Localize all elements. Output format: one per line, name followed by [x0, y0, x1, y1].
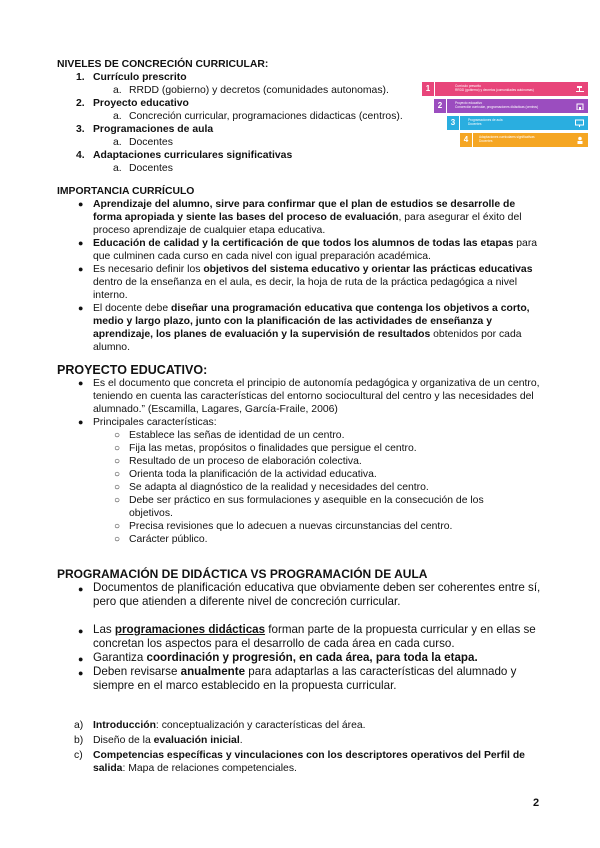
page-number: 2 [533, 797, 540, 809]
importancia-list [78, 198, 543, 354]
circle-bullet-icon: ○ [114, 495, 121, 506]
circle-bullet-icon: ○ [114, 521, 121, 532]
circle-bullet-icon: ○ [114, 443, 121, 454]
programacion-list [78, 581, 548, 693]
list-item: ● Deben revisarse anualmente para adaptarlas a las características del alumnado y siempre en el marco establecido en la propuesta curricular. [78, 665, 517, 692]
list-item: ● Garantiza coordinación y progresión, en cada área, para toda la etapa. [78, 651, 478, 664]
list-item: 2. Proyecto educativo [76, 98, 189, 109]
list-subitem: a. Docentes [113, 163, 173, 174]
list-item: b) Diseño de la evaluación inicial. [74, 735, 243, 746]
list-item: ● Aprendizaje del alumno, sirve para confirmar que el plan de estudios se desarrolle de forma apropiada y siente las bases del proceso de evaluación, para asegurar el éxito del proceso aprendizaje de cualquier etapa educativa. [78, 199, 522, 236]
step-strip: Proyecto educativo Concreción curricular, programaciones didácticas (centros) [447, 99, 588, 113]
bullet-icon: ● [78, 654, 84, 664]
list-subitem: a. RRDD (gobierno) y decretos (comunidades autonomas). [113, 85, 389, 96]
step-number: 1 [422, 82, 434, 96]
list-item: ● Es el documento que concreta el principio de autonomía pedagógica y organizativa de un centro, teniendo en cuenta las características del entorno sociocultural del centro y las necesidades del alumnado.” (Escamilla, Lagares, García-Fraile, 2006) [78, 378, 540, 415]
step-number: 4 [460, 133, 472, 147]
proyecto-list [78, 377, 543, 546]
list-subitem: ○ Orienta toda la planificación de la actividad educativa. [114, 469, 377, 480]
list-subitem: ○ Resultado de un proceso de elaboración colectiva. [114, 456, 362, 467]
circle-bullet-icon: ○ [114, 456, 121, 467]
niveles-infographic [420, 80, 595, 152]
proyecto-title: PROYECTO EDUCATIVO: [57, 363, 208, 377]
list-item: ● Es necesario definir los objetivos del sistema educativo y orientar las prácticas educativas dentro de la enseñanza en el aula, es decir, la hoja de ruta de la práctica pedagógica a nivel interno. [78, 264, 533, 301]
importancia-title: IMPORTANCIA CURRÍCULO [57, 186, 195, 197]
bullet-icon: ● [78, 417, 84, 427]
building-icon [576, 102, 584, 110]
programacion-title: PROGRAMACIÓN DE DIDÁCTICA VS PROGRAMACIÓN DE AULA [57, 567, 428, 581]
list-item: ● Las programaciones didácticas forman parte de la propuesta curricular y en ellas se concretan los aspectos para el desarrollo de cada área en cada curso. [78, 623, 536, 650]
gavel-icon [576, 85, 584, 93]
bullet-icon: ● [78, 199, 84, 209]
circle-bullet-icon: ○ [114, 430, 121, 441]
board-icon [575, 119, 584, 127]
list-subitem: a. Docentes [113, 137, 173, 148]
caracteristicas-list [93, 429, 529, 546]
circle-bullet-icon: ○ [114, 482, 121, 493]
step-number: 2 [434, 99, 446, 113]
bullet-icon: ● [78, 584, 84, 594]
list-item: ● Principales características: [78, 417, 217, 428]
circle-bullet-icon: ○ [114, 534, 121, 545]
bullet-icon: ● [78, 626, 84, 636]
list-item: ● El docente debe diseñar una programación educativa que contenga los objetivos a corto, medio y largo plazo, junto con la planificación de las actividades de enseñanza y aprendizaje, los planes de evaluación y la supervisión de resultados obtenidos por cada alumno. [78, 303, 530, 353]
list-item: ● Documentos de planificación educativa que obviamente deben ser coherentes entre sí, pero que atienden a diferente nivel de concreción curricular. [78, 581, 541, 608]
circle-bullet-icon: ○ [114, 469, 121, 480]
list-subitem: ○ Se adapta al diagnóstico de la realidad y necesidades del centro. [114, 482, 429, 493]
step-number: 3 [447, 116, 459, 130]
bullet-icon: ● [78, 264, 84, 274]
list-subitem: ○ Fija las metas, propósitos o finalidades que persigue el centro. [114, 443, 417, 454]
teacher-icon [576, 136, 584, 144]
list-subitem: a. Concreción curricular, programaciones didacticas (centros). [113, 111, 403, 122]
step-strip: Adaptaciones curriculares significativas Docentes [473, 133, 588, 147]
bullet-icon: ● [78, 303, 84, 313]
list-item: a) Introducción: conceptualización y características del área. [74, 720, 366, 731]
list-subitem: ○ Carácter público. [114, 534, 208, 545]
niveles-list [76, 71, 416, 175]
list-item: 4. Adaptaciones curriculares significativas [76, 150, 293, 161]
bullet-icon: ● [78, 238, 84, 248]
list-subitem: ○ Precisa revisiones que lo adecuen a nuevas circunstancias del centro. [114, 521, 453, 532]
bullet-icon: ● [78, 668, 84, 678]
step-strip: Programaciones de aula Docentes [460, 116, 588, 130]
list-item: c) Competencias específicas y vinculaciones con los descriptores operativos del Perfil de salida: Mapa de relaciones competenciales. [74, 750, 525, 774]
list-item: ● Educación de calidad y la certificación de que todos los alumnos de todas las etapas para que culminen cada curso en cada nivel con igual preparación académica. [78, 238, 538, 262]
list-subitem: ○ Establece las señas de identidad de un centro. [114, 430, 345, 441]
list-item: 1. Currículo prescrito [76, 72, 187, 83]
list-item: 3. Programaciones de aula [76, 124, 214, 135]
lettered-list [74, 719, 543, 775]
bullet-icon: ● [78, 378, 84, 388]
niveles-title: NIVELES DE CONCRECIÓN CURRICULAR: [57, 59, 269, 70]
list-subitem: ○ Debe ser práctico en sus formulaciones y asequible en la consecución de los objetivos. [114, 495, 484, 519]
step-strip: Currículo prescrito RRDD (gobierno) y decretos (comunidades autónomas) [435, 82, 588, 96]
